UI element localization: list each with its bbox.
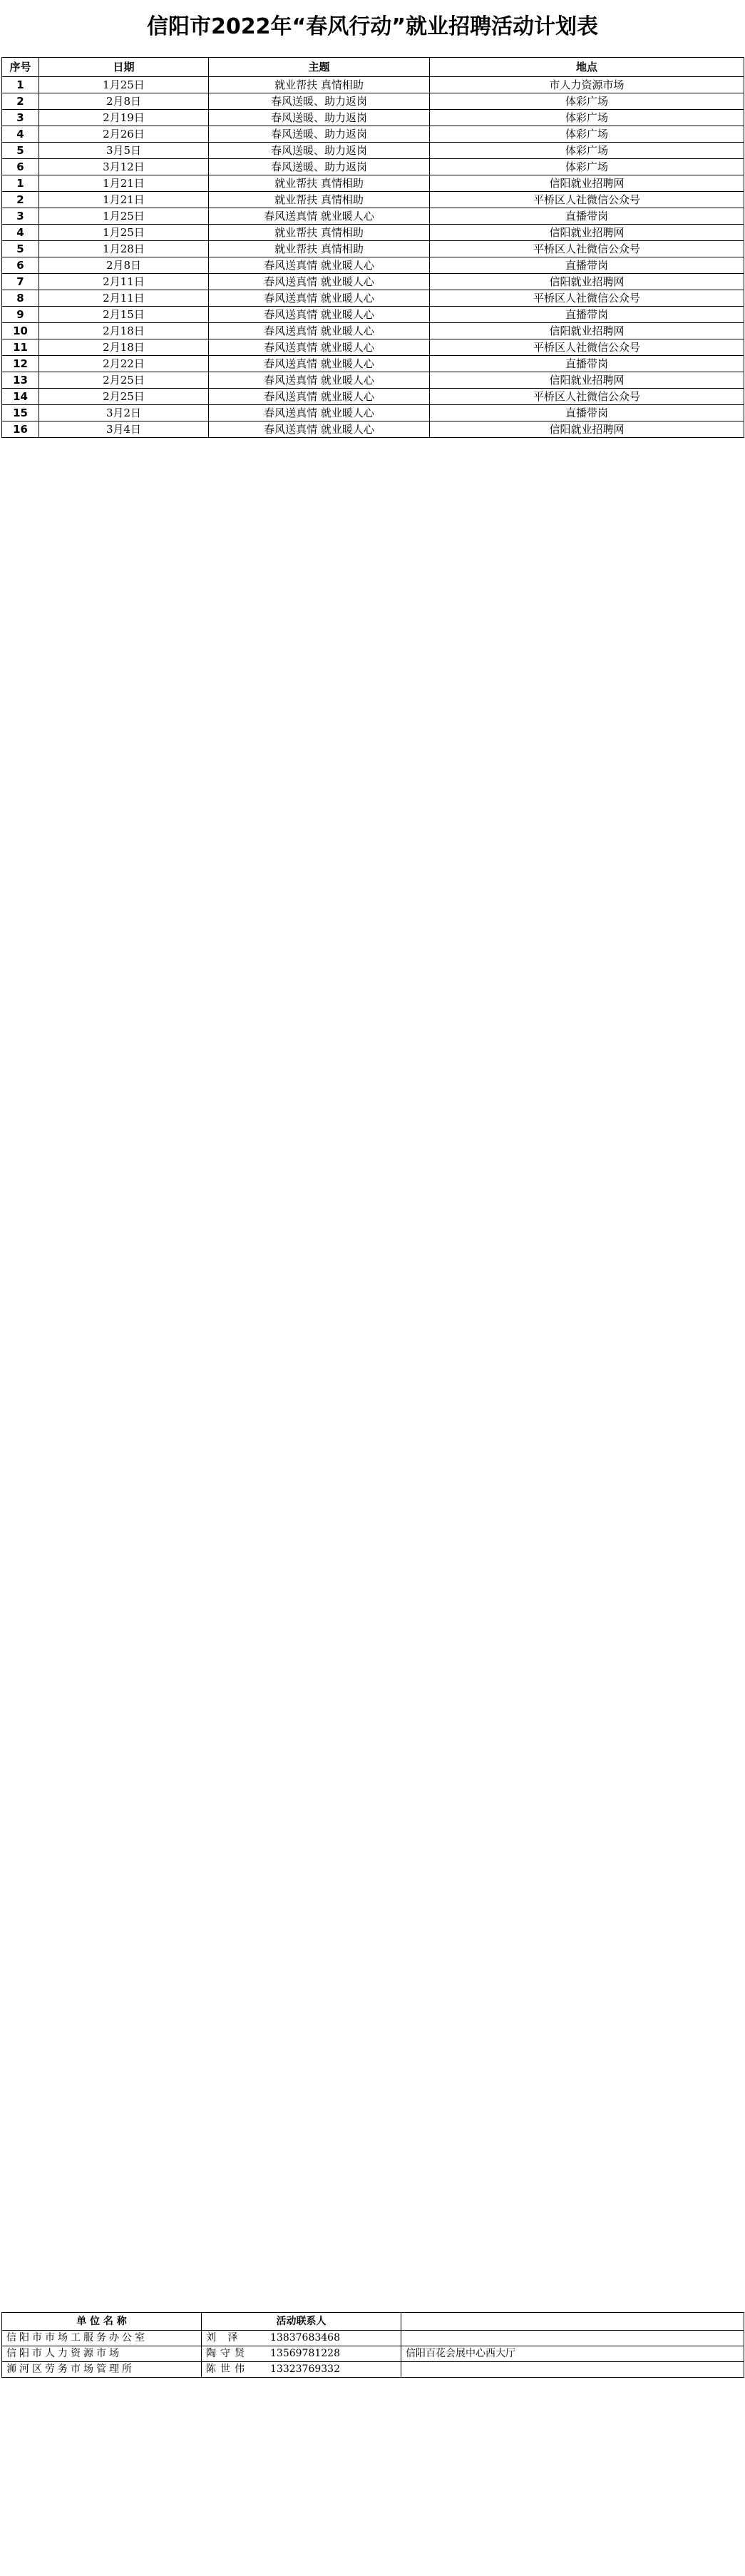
cell-location: 平桥区人社微信公众号 xyxy=(430,290,744,307)
cell-index: 9 xyxy=(2,307,39,323)
plan-row xyxy=(2,290,744,307)
cell-date: 2月11日 xyxy=(39,274,209,290)
plan-header-row xyxy=(2,58,744,77)
contact-phone: 13323769332 xyxy=(270,2363,340,2375)
plan-row xyxy=(2,307,744,323)
header-theme: 主题 xyxy=(209,58,430,77)
contact-row xyxy=(2,2331,744,2346)
contact-note: 信阳百花会展中心西大厅 xyxy=(401,2346,744,2362)
cell-theme: 就业帮扶 真情相助 xyxy=(209,225,430,241)
plan-row xyxy=(2,421,744,438)
plan-row xyxy=(2,389,744,405)
cell-theme: 春风送暖、助力返岗 xyxy=(209,110,430,126)
cell-index: 5 xyxy=(2,143,39,159)
cell-date: 3月4日 xyxy=(39,421,209,438)
cell-index: 15 xyxy=(2,405,39,421)
plan-row xyxy=(2,110,744,126)
cell-theme: 春风送真情 就业暖人心 xyxy=(209,257,430,274)
cell-location: 平桥区人社微信公众号 xyxy=(430,241,744,257)
plan-row xyxy=(2,175,744,192)
contact-unit: 浉河区劳务市场管理所 xyxy=(2,2362,202,2378)
cell-theme: 春风送真情 就业暖人心 xyxy=(209,323,430,339)
plan-row xyxy=(2,93,744,110)
plan-row xyxy=(2,323,744,339)
cell-date: 2月25日 xyxy=(39,372,209,389)
cell-theme: 春风送真情 就业暖人心 xyxy=(209,274,430,290)
contacts-header-person: 活动联系人 xyxy=(202,2313,401,2331)
cell-location: 直播带岗 xyxy=(430,257,744,274)
cell-date: 2月18日 xyxy=(39,323,209,339)
cell-index: 14 xyxy=(2,389,39,405)
contact-unit: 信阳市人力资源市场 xyxy=(2,2346,202,2362)
cell-location: 信阳就业招聘网 xyxy=(430,323,744,339)
cell-index: 6 xyxy=(2,257,39,274)
cell-date: 1月25日 xyxy=(39,225,209,241)
cell-location: 平桥区人社微信公众号 xyxy=(430,389,744,405)
plan-row xyxy=(2,126,744,143)
plan-row xyxy=(2,274,744,290)
cell-index: 7 xyxy=(2,274,39,290)
cell-date: 1月21日 xyxy=(39,192,209,208)
cell-theme: 春风送真情 就业暖人心 xyxy=(209,372,430,389)
contact-note xyxy=(401,2331,744,2346)
cell-theme: 春风送真情 就业暖人心 xyxy=(209,290,430,307)
cell-theme: 春风送真情 就业暖人心 xyxy=(209,339,430,356)
cell-theme: 春风送真情 就业暖人心 xyxy=(209,307,430,323)
cell-date: 2月8日 xyxy=(39,93,209,110)
contact-phone: 13569781228 xyxy=(270,2348,340,2359)
cell-index: 11 xyxy=(2,339,39,356)
cell-date: 3月5日 xyxy=(39,143,209,159)
cell-theme: 春风送暖、助力返岗 xyxy=(209,126,430,143)
plan-row xyxy=(2,372,744,389)
contact-person xyxy=(202,2346,401,2362)
cell-date: 1月21日 xyxy=(39,175,209,192)
cell-location: 体彩广场 xyxy=(430,143,744,159)
plan-body xyxy=(2,77,744,438)
contact-phone: 13837683468 xyxy=(270,2332,340,2344)
header-date: 日期 xyxy=(39,58,209,77)
cell-date: 2月11日 xyxy=(39,290,209,307)
cell-location: 平桥区人社微信公众号 xyxy=(430,339,744,356)
plan-row xyxy=(2,257,744,274)
cell-location: 市人力资源市场 xyxy=(430,77,744,93)
cell-location: 信阳就业招聘网 xyxy=(430,175,744,192)
plan-row xyxy=(2,225,744,241)
cell-index: 3 xyxy=(2,208,39,225)
cell-theme: 春风送真情 就业暖人心 xyxy=(209,405,430,421)
cell-index: 2 xyxy=(2,192,39,208)
contacts-header-blank xyxy=(401,2313,744,2331)
cell-theme: 就业帮扶 真情相助 xyxy=(209,192,430,208)
plan-row xyxy=(2,143,744,159)
cell-theme: 就业帮扶 真情相助 xyxy=(209,77,430,93)
cell-index: 4 xyxy=(2,126,39,143)
cell-location: 体彩广场 xyxy=(430,159,744,175)
cell-location: 体彩广场 xyxy=(430,110,744,126)
contacts-header-row xyxy=(2,2313,744,2331)
cell-theme: 春风送真情 就业暖人心 xyxy=(209,356,430,372)
contact-row xyxy=(2,2362,744,2378)
plan-row xyxy=(2,159,744,175)
cell-location: 信阳就业招聘网 xyxy=(430,421,744,438)
cell-date: 2月22日 xyxy=(39,356,209,372)
cell-index: 4 xyxy=(2,225,39,241)
plan-row xyxy=(2,192,744,208)
contacts-header-unit: 单 位 名 称 xyxy=(2,2313,202,2331)
cell-location: 信阳就业招聘网 xyxy=(430,225,744,241)
header-location: 地点 xyxy=(430,58,744,77)
cell-date: 2月26日 xyxy=(39,126,209,143)
cell-location: 信阳就业招聘网 xyxy=(430,372,744,389)
contact-row xyxy=(2,2346,744,2362)
cell-location: 直播带岗 xyxy=(430,307,744,323)
cell-theme: 就业帮扶 真情相助 xyxy=(209,241,430,257)
contact-name: 陈世伟 xyxy=(206,2363,249,2375)
cell-index: 1 xyxy=(2,175,39,192)
cell-location: 体彩广场 xyxy=(430,126,744,143)
cell-index: 12 xyxy=(2,356,39,372)
cell-location: 信阳就业招聘网 xyxy=(430,274,744,290)
contact-name: 刘 泽 xyxy=(206,2332,242,2344)
cell-theme: 春风送真情 就业暖人心 xyxy=(209,208,430,225)
cell-date: 2月19日 xyxy=(39,110,209,126)
plan-row xyxy=(2,208,744,225)
cell-index: 16 xyxy=(2,421,39,438)
cell-theme: 春风送暖、助力返岗 xyxy=(209,143,430,159)
cell-date: 3月12日 xyxy=(39,159,209,175)
plan-row xyxy=(2,339,744,356)
cell-date: 3月2日 xyxy=(39,405,209,421)
cell-location: 直播带岗 xyxy=(430,208,744,225)
cell-date: 2月18日 xyxy=(39,339,209,356)
cell-date: 2月15日 xyxy=(39,307,209,323)
cell-index: 2 xyxy=(2,93,39,110)
cell-location: 体彩广场 xyxy=(430,93,744,110)
contacts-table xyxy=(1,2312,744,2378)
cell-date: 1月28日 xyxy=(39,241,209,257)
cell-index: 13 xyxy=(2,372,39,389)
contacts-body xyxy=(2,2331,744,2378)
contact-person xyxy=(202,2362,401,2378)
plan-row xyxy=(2,241,744,257)
cell-theme: 春风送暖、助力返岗 xyxy=(209,159,430,175)
cell-theme: 春风送真情 就业暖人心 xyxy=(209,421,430,438)
cell-index: 3 xyxy=(2,110,39,126)
contact-note xyxy=(401,2362,744,2378)
cell-index: 8 xyxy=(2,290,39,307)
cell-location: 直播带岗 xyxy=(430,356,744,372)
cell-theme: 春风送真情 就业暖人心 xyxy=(209,389,430,405)
plan-row xyxy=(2,77,744,93)
contact-person xyxy=(202,2331,401,2346)
cell-location: 直播带岗 xyxy=(430,405,744,421)
contact-name: 陶守贤 xyxy=(206,2348,249,2359)
page-title: 信阳市2022年“春风行动”就业招聘活动计划表 xyxy=(147,14,598,39)
cell-date: 2月8日 xyxy=(39,257,209,274)
plan-row xyxy=(2,356,744,372)
plan-row xyxy=(2,405,744,421)
cell-index: 5 xyxy=(2,241,39,257)
header-index: 序号 xyxy=(2,58,39,77)
cell-date: 1月25日 xyxy=(39,208,209,225)
plan-table xyxy=(1,57,744,438)
cell-index: 10 xyxy=(2,323,39,339)
cell-index: 1 xyxy=(2,77,39,93)
contact-unit: 信阳市市场工服务办公室 xyxy=(2,2331,202,2346)
cell-theme: 春风送暖、助力返岗 xyxy=(209,93,430,110)
cell-location: 平桥区人社微信公众号 xyxy=(430,192,744,208)
cell-theme: 就业帮扶 真情相助 xyxy=(209,175,430,192)
cell-date: 1月25日 xyxy=(39,77,209,93)
cell-date: 2月25日 xyxy=(39,389,209,405)
cell-index: 6 xyxy=(2,159,39,175)
